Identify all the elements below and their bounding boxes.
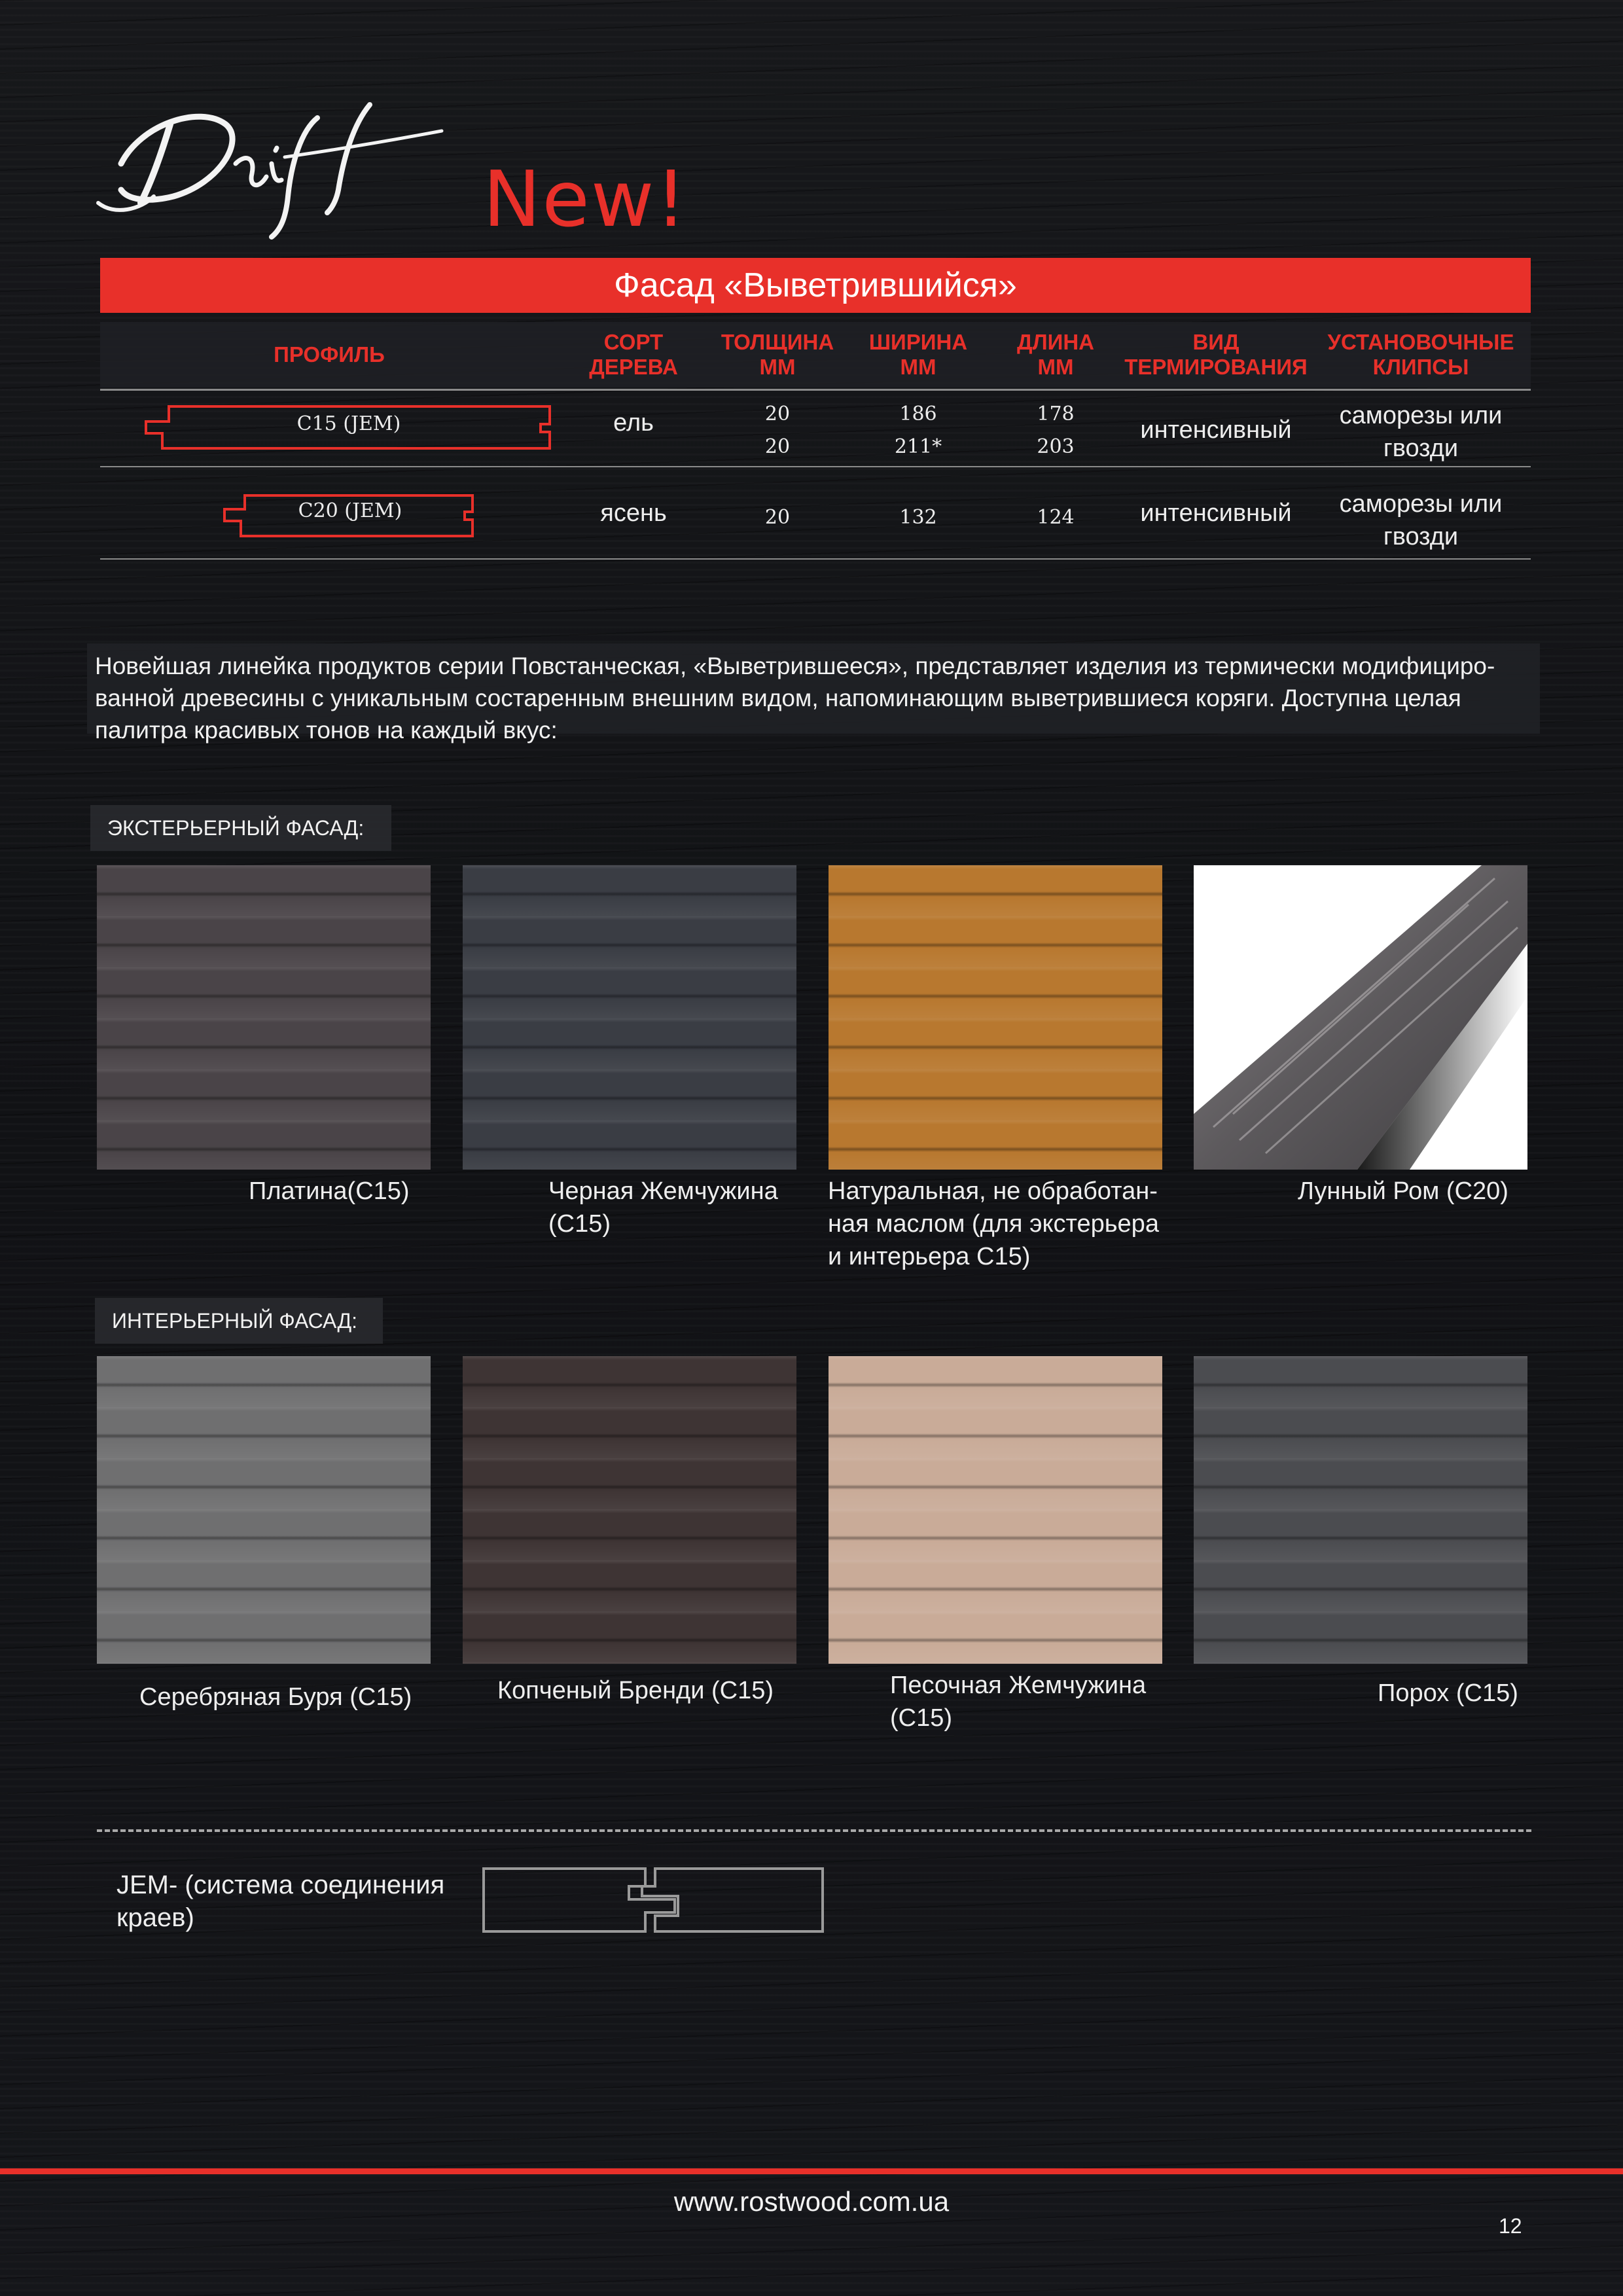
- footer-red-line: [0, 2168, 1623, 2174]
- swatch-gunpowder: [1194, 1356, 1527, 1664]
- swatch-smoked-brandy: [463, 1356, 796, 1664]
- drift-logo: [95, 85, 448, 242]
- table-divider: [100, 389, 1531, 391]
- table-header: [100, 322, 1531, 387]
- caption-sand-pearl: Песочная Жемчужина (C15): [890, 1672, 1147, 1732]
- caption-black-pearl: Черная Жемчужина (C15): [548, 1177, 778, 1238]
- col-header-treatment: ВИД ТЕРМИРОВАНИЯ: [1124, 330, 1308, 379]
- row2-wood: ясень: [600, 499, 667, 527]
- page-number: 12: [1499, 2214, 1522, 2238]
- row1-treatment: интенсивный: [1140, 416, 1292, 444]
- table-bottom-line: [100, 558, 1531, 560]
- swatch-black-pearl: [463, 865, 796, 1170]
- caption-platinum: Платина(C15): [249, 1177, 410, 1205]
- dashed-separator: [97, 1829, 1531, 1832]
- description-text: Новейшая линейка продуктов серии Повстанческая, «Выветрившееся», представляет изделия из термически модифициро- ванной древесины с уникальным состаренным внешним видом, напоминающим выветрившиеся коряги. Доступна целая палитра красивых тонов на каждый вкус:: [95, 653, 1495, 744]
- caption-silver-storm: Серебряная Буря (C15): [139, 1683, 412, 1711]
- profile-c20-label: C20 (JEM): [298, 499, 402, 522]
- col-header-length: ДЛИНА ММ: [1016, 330, 1095, 379]
- row1-thickness-2: 20: [764, 435, 791, 458]
- row-divider: [100, 466, 1531, 467]
- swatch-moon-rum: [1194, 865, 1527, 1170]
- row1-width-1: 186: [899, 403, 937, 425]
- col-header-thickness: ТОЛЩИНА ММ: [721, 330, 834, 379]
- row2-treatment: интенсивный: [1140, 499, 1292, 527]
- profile-c15-label: C15 (JEM): [296, 412, 401, 435]
- row1-clips: саморезы или гвозди: [1339, 402, 1503, 462]
- col-header-wood: СОРТ ДЕРЕВА: [589, 330, 678, 379]
- exterior-section-label: ЭКСТЕРЬЕРНЫЙ ФАСАД:: [90, 805, 391, 851]
- caption-natural: Натуральная, не обработан- ная маслом (для экстерьера и интерьера C15): [828, 1177, 1159, 1270]
- row2-length: 124: [1037, 506, 1075, 529]
- caption-smoked-brandy: Копченый Бренди (C15): [497, 1677, 774, 1704]
- swatch-silver-storm: [97, 1356, 431, 1664]
- new-label: New!: [483, 154, 688, 244]
- footer-url[interactable]: www.rostwood.com.ua: [673, 2186, 950, 2217]
- col-header-width: ШИРИНА ММ: [868, 330, 968, 379]
- jem-profile-diagram: [482, 1867, 825, 1933]
- jem-description: JEM- (система соединения краев): [116, 1871, 445, 1932]
- table-title: Фасад «Выветрившийся»: [100, 258, 1531, 313]
- interior-section-label: ИНТЕРЬЕРНЫЙ ФАСАД:: [95, 1298, 383, 1344]
- col-header-profile: ПРОФИЛЬ: [274, 342, 385, 367]
- row2-width: 132: [899, 506, 937, 529]
- swatch-sand-pearl: [829, 1356, 1162, 1664]
- swatch-natural: [829, 865, 1162, 1170]
- row1-length-1: 178: [1037, 403, 1075, 425]
- row2-thickness: 20: [764, 506, 791, 529]
- row1-length-2: 203: [1037, 435, 1075, 458]
- row2-clips: саморезы или гвозди: [1339, 490, 1503, 550]
- row1-width-2: 211*: [894, 435, 942, 458]
- row1-wood: ель: [613, 409, 654, 437]
- caption-gunpowder: Порох (C15): [1378, 1679, 1518, 1707]
- col-header-clips: УСТАНОВОЧНЫЕ КЛИПСЫ: [1327, 330, 1514, 379]
- caption-moon-rum: Лунный Ром (C20): [1298, 1177, 1508, 1205]
- row1-thickness-1: 20: [764, 403, 791, 425]
- swatch-platinum: [97, 865, 431, 1170]
